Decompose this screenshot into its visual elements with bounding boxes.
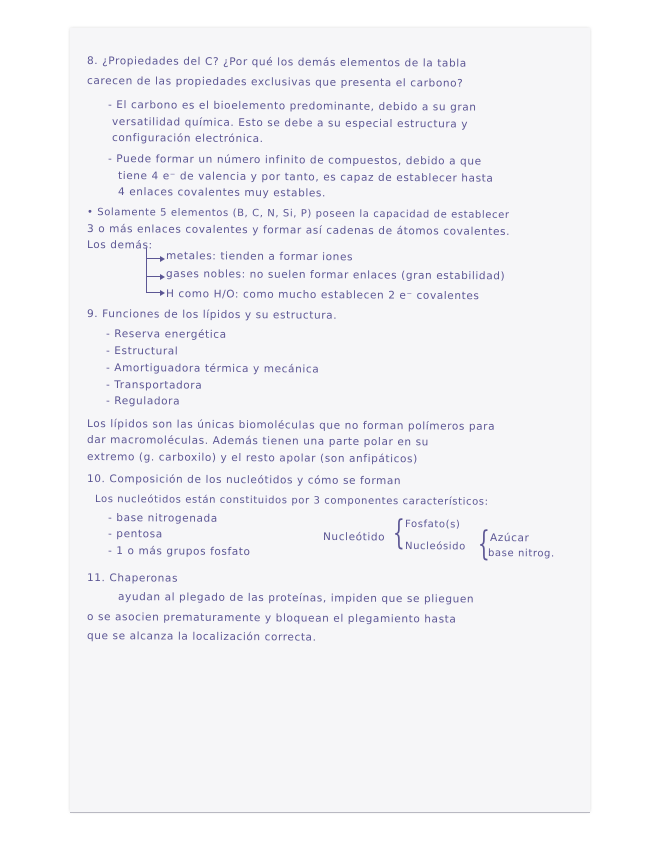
arrow-icon [146, 258, 161, 277]
brace-icon: { [477, 524, 490, 564]
q8-answer-c-line1: • Solamente 5 elementos (B, C, N, Si, P) poseen la capacidad de establecer [86, 207, 510, 221]
q8-answer-b-line2: tiene 4 e⁻ de valencia y por tanto, es capaz de establecer hasta [117, 170, 494, 185]
q10-item-1: - base nitrogenada [107, 512, 218, 525]
q8-answer-a-line2: versatilidad química. Esto se debe a su especial estructura y [111, 116, 469, 131]
q9-title: 9. Funciones de los lípidos y su estructura. [86, 308, 338, 322]
q9-item-5: - Reguladora [105, 395, 181, 408]
q9-item-3: - Amortiguadora térmica y mecánica [105, 362, 320, 376]
q9-item-4: - Transportadora [105, 379, 203, 392]
q10-intro: Los nucleótidos están constituidos por 3 componentes característicos: [94, 494, 489, 508]
q10-sugar-label: Azúcar [489, 532, 530, 545]
q8-others-hydrogen: H como H/O: como mucho establecen 2 e⁻ covalentes [165, 288, 480, 303]
q8-answer-b-line1: - Puede formar un número infinito de compuestos, debido a que [107, 153, 482, 168]
q8-answer-c-line3: Los demás: [86, 239, 153, 252]
brace-icon: { [392, 513, 405, 553]
q8-others-noble-gases: gases nobles: no suelen formar enlaces (gran estabilidad) [165, 268, 506, 283]
q11-line3: que se alcanza la localización correcta. [86, 630, 317, 644]
q10-base-label: base nitrog. [487, 548, 555, 560]
q8-answer-a-line3: configuración electrónica. [111, 132, 264, 146]
q9-paragraph-line1: Los lípidos son las únicas biomoléculas que no forman polímeros para [86, 418, 496, 433]
q9-paragraph-line3: extremo (g. carboxilo) y el resto apolar (son anfipáticos) [86, 451, 418, 466]
q11-line2: o se asocien prematuramente y bloquean el plegamiento hasta [86, 611, 457, 626]
q10-item-3: - 1 o más grupos fosfato [107, 545, 251, 558]
q9-item-2: - Estructural [105, 345, 179, 358]
q8-title-line1: 8. ¿Propiedades del C? ¿Por qué los demás elementos de la tabla [86, 55, 467, 70]
q10-nucleotide-label: Nucleótido [322, 531, 386, 544]
q11-line1: ayudan al plegado de las proteínas, impiden que se plieguen [117, 591, 475, 606]
q8-answer-c-line2: 3 o más enlaces covalentes y formar así cadenas de átomos covalentes. [86, 223, 511, 238]
q10-item-2: - pentosa [107, 528, 163, 541]
q8-answer-b-line3: 4 enlaces covalentes muy estables. [117, 186, 327, 200]
page-bottom-edge [70, 812, 590, 813]
q8-title-line2: carecen de las propiedades exclusivas que presenta el carbono? [86, 75, 464, 90]
q11-title: 11. Chaperonas [86, 572, 179, 585]
q9-paragraph-line2: dar macromoléculas. Además tienen una parte polar en su [86, 434, 429, 449]
q8-answer-a-line1: - El carbono es el bioelemento predominante, debido a su gran [107, 99, 477, 114]
q9-item-1: - Reserva energética [105, 328, 227, 341]
q10-phosphate-label: Fosfato(s) [404, 519, 461, 531]
q8-others-metals: metales: tienden a formar iones [165, 250, 354, 264]
arrow-icon [146, 276, 161, 293]
q10-nucleoside-label: Nucleósido [404, 541, 466, 553]
q10-title: 10. Composición de los nucleótidos y cómo se forman [86, 473, 402, 488]
